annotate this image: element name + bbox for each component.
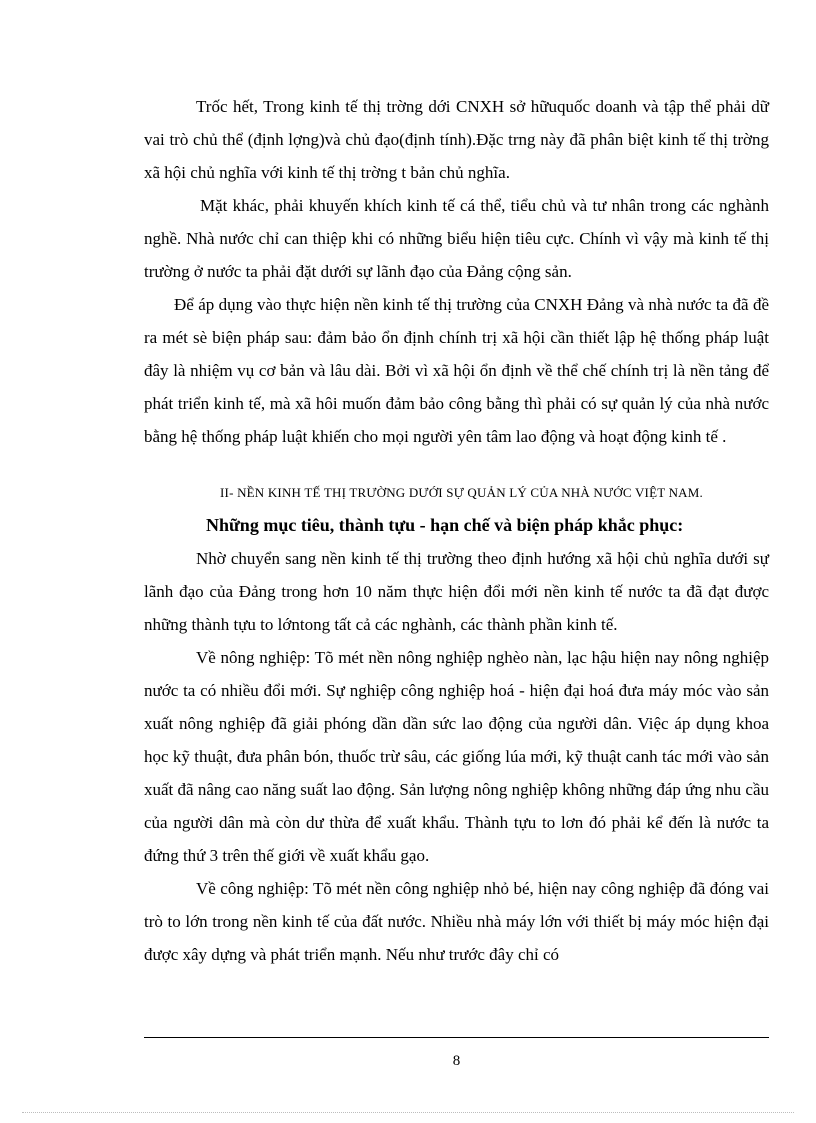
paragraph-industry: Về công nghiệp: Tõ mét nền công nghiệp nhỏ bé, hiện nay công nghiệp đã đóng vai trò to lớn trong nền kinh tế của đất nước. Nhiều nhà máy lớn với thiết bị máy móc hiện đại được xây dựng và phát triển mạnh. Nếu như trước đây chỉ có (144, 879, 769, 964)
body-text-upper (144, 90, 769, 453)
section-heading: II- NỀN KINH TẾ THỊ TRƯỜNG DƯỚI SỰ QUẢN LÝ CỦA NHÀ NƯỚC VIỆT NAM. (220, 485, 703, 500)
paragraph-ownership: Trốc hết, Trong kinh tế thị trờng dới CNXH sở hữuquốc doanh và tập thể phải dữ vai trò chủ thể (định lợng)và chủ đạo(định tính).Đặc trng này đã phân biệt kinh tế thị trờng xã hội chủ nghĩa với kinh tế thị trờng t bản chủ nghĩa. (144, 97, 769, 182)
page-bottom-edge (22, 1112, 794, 1113)
paragraph-private-sector: Mặt khác, phải khuyến khích kinh tế cá thể, tiểu chủ và tư nhân trong các nghành nghề. Nhà nước chỉ can thiệp khi có những biểu hiện tiêu cực. Chính vì vậy mà kinh tế thị trường ở nước ta phải đặt dưới sự lãnh đạo của Đảng cộng sản. (144, 196, 769, 281)
paragraph-measures: Để áp dụng vào thực hiện nền kinh tế thị trường của CNXH Đảng và nhà nước ta đã đề ra mét sè biện pháp sau: đảm bảo ổn định chính trị xã hội cần thiết lập hệ thống pháp luật đây là nhiệm vụ cơ bản và lâu dài. Bởi vì xã hội ổn định về thể chế chính trị là nền tảng để phát triển kinh tế, mà xã hôi muốn đảm bảo công bằng thì phải có sự quản lý của nhà nước bằng hệ thống pháp luật khiến cho mọi người yên tâm lao động và hoạt động kinh tế . (144, 295, 769, 446)
section-two (144, 476, 769, 971)
section-subheading: Những mục tiêu, thành tựu - hạn chế và biện pháp khắc phục: (206, 515, 684, 535)
page-number: 8 (452, 1053, 461, 1069)
footer-divider (144, 1037, 769, 1038)
paragraph-achievements: Nhờ chuyển sang nền kinh tế thị trường theo định hướng xã hội chủ nghĩa dưới sự lãnh đạo của Đảng trong hơn 10 năm thực hiện đổi mới nền kinh tế nước ta đã đạt được những thành tựu to lớntong tất cả các nghành, các thành phần kinh tế. (144, 549, 769, 634)
paragraph-agriculture: Về nông nghiệp: Tõ mét nền nông nghiệp nghèo nàn, lạc hậu hiện nay nông nghiệp nước ta có nhiều đổi mới. Sự nghiệp công nghiệp hoá - hiện đại hoá đưa máy móc vào sản xuất nông nghiệp đã giải phóng dần dần sức lao động của người dân. Việc áp dụng khoa học kỹ thuật, đưa phân bón, thuốc trừ sâu, các giống lúa mới, kỹ thuật canh tác mới vào sản xuất đã nâng cao năng suất lao động. Sản lượng nông nghiệp không những đáp ứng nhu cầu của người dân mà còn dư thừa để xuất khẩu. Thành tựu to lơn đó phải kể đến là nước ta đứng thứ 3 trên thế giới về xuất khẩu gạo. (144, 648, 769, 865)
